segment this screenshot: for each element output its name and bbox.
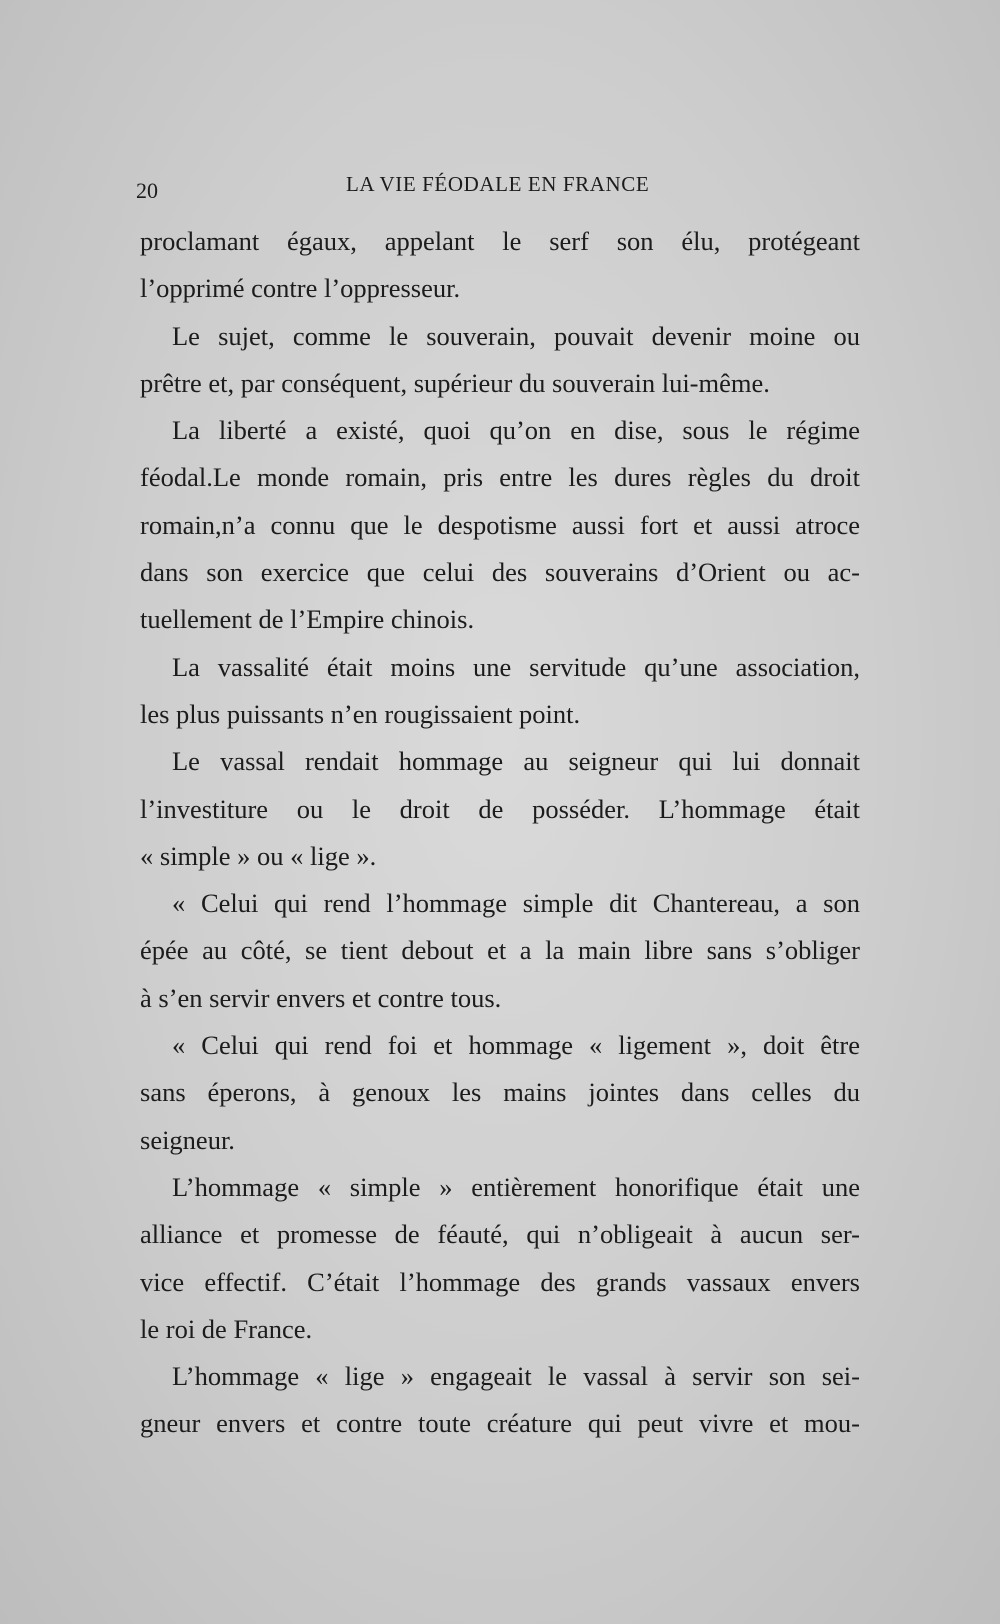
text-line: « simple » ou « lige ». [140, 840, 377, 871]
text-line: tuellement de l’Empire chinois. [140, 604, 475, 635]
text-line: le roi de France. [140, 1313, 313, 1344]
text-line: La vassalité était moins une servitude qu’une association, [172, 651, 860, 682]
text-line: dans son exercice que celui des souverains d’Orient ou ac- [140, 557, 860, 588]
running-title: LA VIE FÉODALE EN FRANCE [346, 172, 650, 196]
text-line: « Celui qui rend l’hommage simple dit Chantereau, a son [172, 888, 860, 919]
body-text [140, 218, 860, 1448]
text-line: prêtre et, par conséquent, supérieur du souverain lui-même. [140, 367, 770, 398]
page-header [136, 172, 856, 212]
page-number: 20 [136, 178, 158, 203]
text-line: gneur envers et contre toute créature qui peut vivre et mou- [140, 1408, 860, 1439]
text-line: l’opprimé contre l’oppresseur. [140, 273, 461, 304]
text-line: romain,n’a connu que le despotisme aussi fort et aussi atroce [140, 509, 860, 540]
text-line: féodal.Le monde romain, pris entre les dures règles du droit [140, 462, 860, 493]
text-line: Le vassal rendait hommage au seigneur qui lui donnait [172, 746, 860, 777]
text-line: proclamant égaux, appelant le serf son élu, protégeant [140, 226, 860, 256]
text-line: sans éperons, à genoux les mains jointes dans celles du [140, 1077, 860, 1108]
text-line: L’hommage « lige » engageait le vassal à servir son sei- [172, 1361, 860, 1392]
text-line: Le sujet, comme le souverain, pouvait devenir moine ou [172, 320, 860, 351]
text-line: l’investiture ou le droit de posséder. L’hommage était [140, 793, 860, 824]
text-line: vice effectif. C’était l’hommage des grands vassaux envers [140, 1266, 860, 1297]
text-line: épée au côté, se tient debout et a la main libre sans s’obliger [140, 935, 860, 966]
text-line: L’hommage « simple » entièrement honorifique était une [172, 1171, 860, 1202]
text-line: les plus puissants n’en rougissaient point. [140, 698, 581, 729]
text-line: alliance et promesse de féauté, qui n’obligeait à aucun ser- [140, 1219, 860, 1250]
text-line: La liberté a existé, quoi qu’on en dise, sous le régime [172, 415, 860, 446]
text-line: seigneur. [140, 1124, 235, 1155]
text-line: à s’en servir envers et contre tous. [140, 982, 502, 1013]
text-line: « Celui qui rend foi et hommage « ligement », doit être [172, 1030, 860, 1061]
